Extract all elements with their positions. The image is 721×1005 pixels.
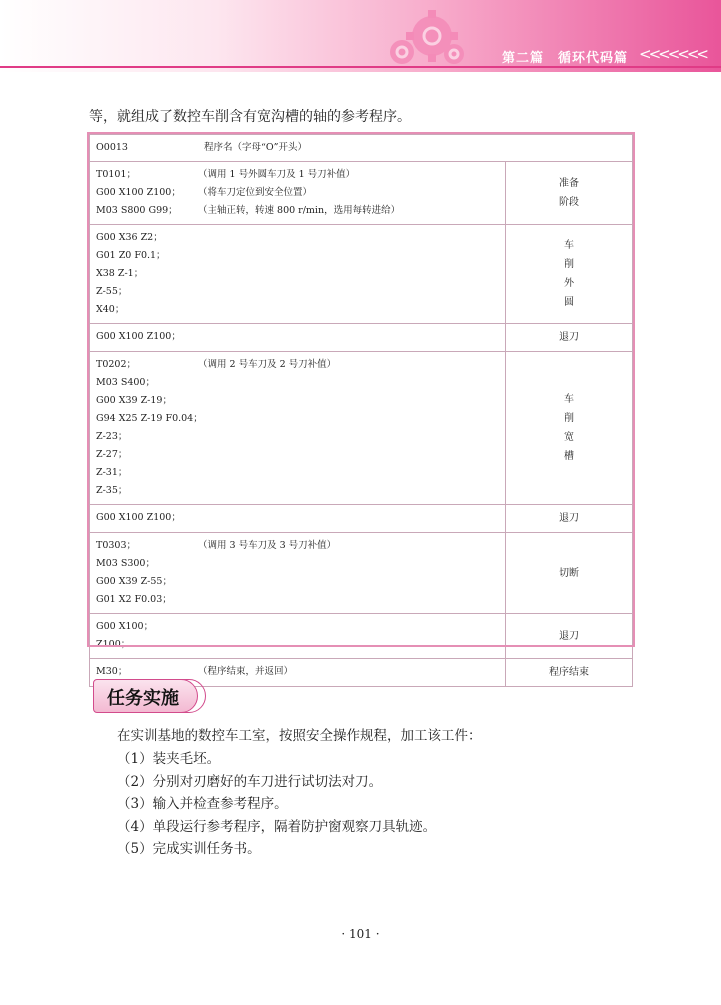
code-text: Z-31； — [96, 467, 128, 478]
stage-label — [506, 659, 633, 687]
code-cell — [90, 352, 506, 505]
code-line — [96, 356, 499, 374]
table-row — [90, 225, 633, 324]
stage-label — [506, 505, 633, 533]
stage-label-part: 退刀 — [559, 630, 579, 642]
code-text: G00 X100 Z100； — [96, 187, 181, 198]
code-text: G00 X100； — [96, 621, 154, 632]
code-line — [96, 555, 499, 573]
stage-label-part: 宽 — [564, 432, 574, 443]
code-line — [96, 591, 499, 609]
code-line — [96, 537, 499, 555]
stage-label-part: 槽 — [564, 451, 574, 462]
code-text: X40； — [96, 304, 125, 315]
list-item: （3）输入并检查参考程序。 — [117, 796, 288, 812]
part-label: 第二篇 — [502, 51, 545, 66]
code-line — [96, 573, 499, 591]
code-text: T0202； — [96, 359, 137, 370]
code-line — [96, 202, 499, 220]
code-text: Z-35； — [96, 485, 128, 496]
code-text: M03 S400； — [96, 377, 155, 388]
stage-label — [506, 162, 633, 225]
code-comment: （调用 2 号车刀及 2 号刀补值） — [198, 359, 337, 370]
code-text: G00 X100 Z100； — [96, 512, 181, 523]
code-line — [96, 410, 499, 428]
header-rule — [0, 66, 721, 68]
list-item: （4）单段运行参考程序，隔着防护窗观察刀具轨迹。 — [117, 818, 437, 835]
list-item: （5）完成实训任务书。 — [117, 841, 261, 857]
code-cell — [90, 533, 506, 614]
code-text: G01 Z0 F0.1； — [96, 250, 166, 261]
code-text: X38 Z-1； — [96, 268, 144, 279]
stage-label-part: 切断 — [559, 567, 579, 579]
code-line — [96, 446, 499, 464]
stage-label-part: 退刀 — [559, 513, 579, 524]
section-heading — [93, 679, 206, 713]
code-line — [96, 464, 499, 482]
code-cell — [90, 225, 506, 324]
code-line — [96, 265, 499, 283]
stage-label — [506, 614, 633, 659]
code-line — [96, 301, 499, 319]
code-text: Z-55； — [96, 286, 128, 297]
stage-label-part: 准备 — [559, 178, 579, 189]
code-line — [96, 184, 499, 202]
intro-paragraph: 等，就组成了数控车削含有宽沟槽的轴的参考程序。 — [89, 109, 411, 125]
code-line — [96, 374, 499, 392]
table-row — [90, 505, 633, 533]
section-title: 任务实施 — [107, 688, 179, 709]
code-text: T0303； — [96, 540, 137, 551]
stage-label-part: 车 — [564, 394, 574, 405]
table-row — [90, 352, 633, 505]
code-text: T0101； — [96, 169, 137, 180]
stage-label-part: 退刀 — [559, 332, 579, 343]
stage-label — [506, 533, 633, 614]
code-text: Z-23； — [96, 431, 128, 442]
stage-label — [506, 352, 633, 505]
code-text: G94 X25 Z-19 F0.04； — [96, 413, 203, 424]
code-line — [96, 428, 499, 446]
stage-label-part: 车 — [564, 240, 574, 251]
code-comment: （调用 1 号外圆车刀及 1 号刀补值） — [198, 169, 356, 180]
table-row — [90, 135, 633, 162]
stage-label-part: 程序结束 — [549, 667, 589, 678]
code-cell — [90, 614, 506, 659]
code-text: G00 X39 Z-19； — [96, 395, 172, 406]
code-text: M30； — [96, 666, 128, 677]
steps-list — [117, 748, 436, 861]
code-text: G00 X100 Z100； — [96, 331, 181, 342]
code-comment: （程序结束，并返回） — [198, 666, 294, 677]
code-line — [96, 392, 499, 410]
code-text: G00 X39 Z-55； — [96, 576, 172, 587]
chevrons-icon: <<<<<<< — [639, 45, 706, 63]
stage-label — [506, 225, 633, 324]
code-text: Z100； — [96, 639, 131, 650]
table-row — [90, 324, 633, 352]
stage-label-part: 阶段 — [559, 197, 579, 208]
code-cell — [90, 324, 506, 352]
list-item: （2）分别对刃磨好的车刀进行试切法对刀。 — [117, 773, 383, 790]
table-row — [90, 533, 633, 614]
stage-label-part: 削 — [564, 413, 574, 424]
code-line — [96, 509, 499, 527]
part-title: 循环代码篇 — [558, 51, 629, 66]
chapter-title — [502, 47, 642, 66]
code-text: M03 S800 G99； — [96, 205, 178, 216]
code-line — [96, 328, 499, 346]
table-row — [90, 614, 633, 659]
stage-label-part: 外 — [564, 278, 574, 289]
code-comment: （将车刀定位到安全位置） — [198, 187, 313, 198]
list-item: （1）装夹毛坯。 — [117, 751, 221, 767]
program-title-comment: 程序名（字母“O”开头） — [204, 142, 308, 153]
code-line — [96, 618, 499, 636]
gears-icon — [372, 8, 472, 68]
table-row — [90, 162, 633, 225]
program-table — [89, 134, 633, 687]
code-line — [96, 229, 499, 247]
page-number: · 101 · — [341, 927, 380, 941]
code-text: G00 X36 Z2； — [96, 232, 163, 243]
code-comment: （主轴正转，转速 800 r/min，选用每转进给） — [198, 205, 401, 216]
code-line — [96, 166, 499, 184]
program-title-cell — [90, 135, 633, 162]
code-line — [96, 283, 499, 301]
code-text: Z-27； — [96, 449, 128, 460]
stage-label-part: 削 — [564, 259, 574, 270]
code-text: G01 X2 F0.03； — [96, 594, 172, 605]
code-comment: （调用 3 号车刀及 3 号刀补值） — [198, 540, 337, 551]
code-text: M03 S300； — [96, 558, 155, 569]
section-intro: 在实训基地的数控车工室，按照安全操作规程，加工该工件： — [117, 728, 482, 744]
code-line — [96, 247, 499, 265]
code-cell — [90, 505, 506, 533]
program-title-code: O0013 — [96, 142, 128, 153]
stage-label — [506, 324, 633, 352]
code-line — [96, 482, 499, 500]
code-line — [96, 636, 499, 654]
code-cell — [90, 162, 506, 225]
stage-label-part: 圆 — [564, 297, 574, 308]
